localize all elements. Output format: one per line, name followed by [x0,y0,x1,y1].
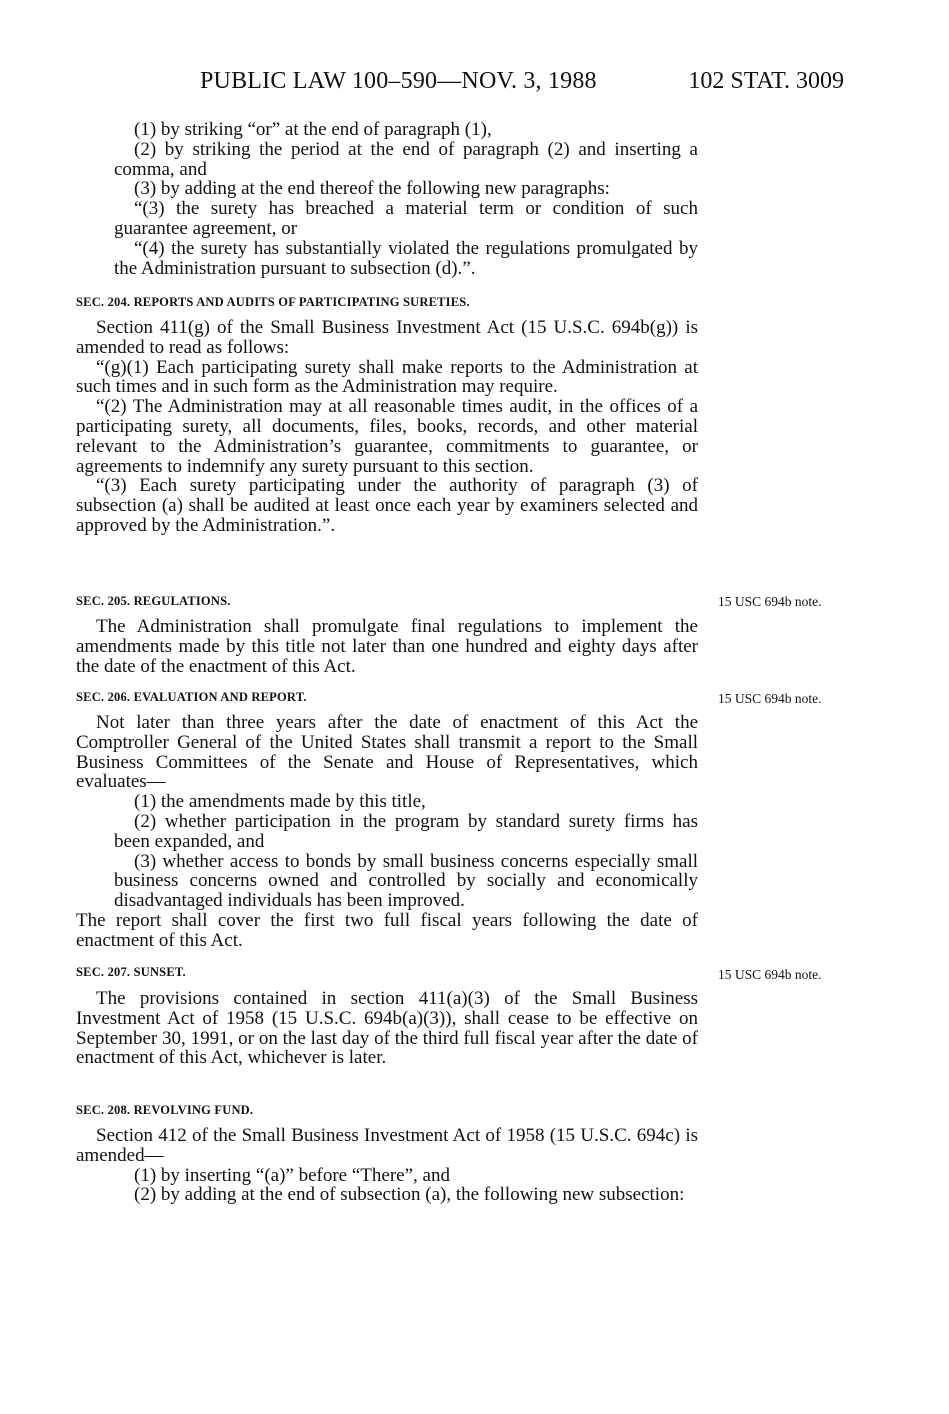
list-item: (1) by inserting “(a)” before “There”, and [134,1164,450,1186]
list-item: (3) whether access to bonds by small business concerns especially small business concerns owned and controlled by socially and economically disadvantaged individuals has been improved. [114,850,698,912]
section-207-body [76,989,698,1068]
paragraph: “(2) The Administration may at all reasonable times audit, in the offices of a participating surety, all documents, files, books, records, and other material relevant to the Administration’s guarantee, commitments to guarantee, or agreements to indemnify any surety pursuant to this section. [76,396,698,477]
page-header [0,68,949,104]
paragraph: Section 411(g) of the Small Business Investment Act (15 U.S.C. 694b(g)) is amended to read as follows: [76,317,698,358]
margin-note: 15 USC 694b note. [718,967,822,982]
section-heading: SEC. 206. EVALUATION AND REPORT. [76,690,307,704]
list-item: (1) by striking “or” at the end of paragraph (1), [134,119,492,140]
paragraph: Not later than three years after the date of enactment of this Act the Comptroller General of the United States shall transmit a report to the Small Business Committees of the Senate and House of Representatives, which evaluates— [76,712,698,793]
paragraph: Section 412 of the Small Business Investment Act of 1958 (15 U.S.C. 694c) is amended— [76,1125,698,1166]
section-206-body [76,713,698,951]
section-204 [76,294,698,310]
section-heading: SEC. 207. SUNSET. [76,965,186,979]
quoted-paragraph: “(3) the surety has breached a material term or condition of such guarantee agreement, or [114,198,698,239]
section-204-body [76,318,698,536]
section-208 [76,1102,698,1118]
paragraph: “(3) Each surety participating under the authority of paragraph (3) of subsection (a) shall be audited at least once each year by examiners selected and approved by the Administration.”. [76,475,698,536]
section-205 [76,593,698,609]
quoted-paragraph: “(4) the surety has substantially violated the regulations promulgated by the Administration pursuant to subsection (d).”. [114,237,698,279]
margin-note: 15 USC 694b note. [718,691,822,706]
section-207 [76,964,698,980]
margin-note: 15 USC 694b note. [718,594,822,609]
section-heading: SEC. 204. REPORTS AND AUDITS OF PARTICIPATING SURETIES. [76,295,470,309]
paragraph: The Administration shall promulgate final regulations to implement the amendments made by this title not later than one hundred and eighty days after the date of the enactment of this Act. [76,616,698,677]
list-item: (2) by striking the period at the end of paragraph (2) and inserting a comma, and [114,138,698,180]
section-206 [76,689,698,705]
running-title: PUBLIC LAW 100–590—NOV. 3, 1988 [200,68,597,94]
list-item: (2) whether participation in the program by standard surety firms has been expanded, and [114,810,698,852]
paragraph: “(g)(1) Each participating surety shall make reports to the Administration at such times and in such form as the Administration may require. [76,356,698,398]
section-208-body [76,1126,698,1205]
section-205-body [76,617,698,676]
list-item: (2) by adding at the end of subsection (a), the following new subsection: [134,1184,685,1206]
paragraph: The report shall cover the first two full fiscal years following the date of enactment of this Act. [76,909,698,951]
paragraph: The provisions contained in section 411(a)(3) of the Small Business Investment Act of 1958 (15 U.S.C. 694b(a)(3)), shall cease to be effective on September 30, 1991, or on the last day of the third full fiscal year after the date of enactment of this Act, whichever is later. [76,988,698,1069]
statute-page-number: 102 STAT. 3009 [688,68,844,94]
list-item: (3) by adding at the end thereof the following new paragraphs: [134,178,610,200]
section-heading: SEC. 205. REGULATIONS. [76,594,231,608]
list-item: (1) the amendments made by this title, [134,791,426,813]
section-heading: SEC. 208. REVOLVING FUND. [76,1103,254,1117]
amendment-list [76,120,698,278]
